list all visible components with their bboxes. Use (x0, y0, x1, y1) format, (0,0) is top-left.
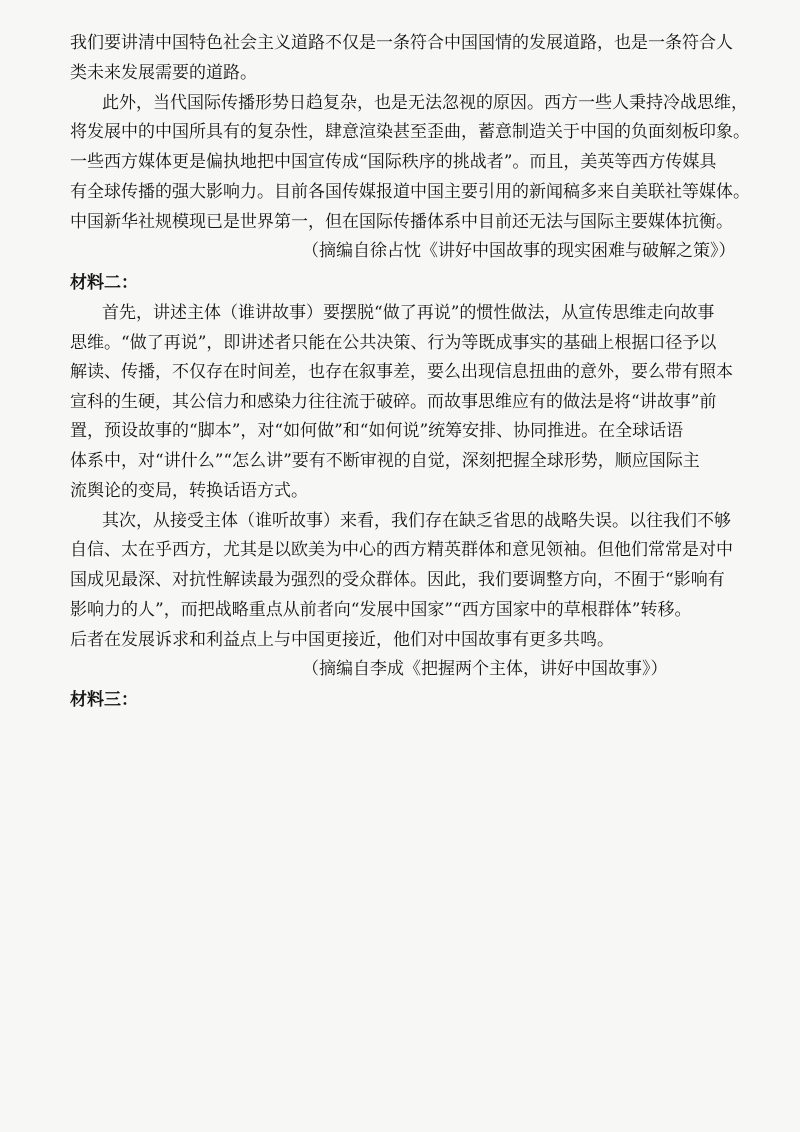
source-citation: （摘编自李成《把握两个主体，讲好中国故事》） (302, 659, 668, 679)
text-line: 置，预设故事的“脚本”，对“如何做”和“如何说”统筹安排、协同推进。在全球话语 (70, 421, 684, 441)
text-line: 将发展中的中国所具有的复杂性，肆意渲染甚至歪曲，蓄意制造关于中国的负面刻板印象。 (70, 122, 750, 142)
text-line: 有全球传播的强大影响力。目前各国传媒报道中国主要引用的新闻稿多来自美联社等媒体。 (70, 182, 750, 202)
text-line: 首先，讲述主体（谁讲故事）要摆脱“做了再说”的惯性做法，从宣传思维走向故事 (102, 303, 715, 323)
text-line: 自信、太在乎西方，尤其是以欧美为中心的西方精英群体和意见领袖。但他们常常是对中 (70, 540, 733, 560)
text-line: 此外，当代国际传播形势日趋复杂，也是无法忽视的原因。西方一些人秉持冷战思维， (102, 93, 748, 113)
text-line: 解读、传播，不仅存在时间差，也存在叙事差，要么出现信息扭曲的意外，要么带有照本 (70, 362, 733, 382)
text-line: 流舆论的变局，转换话语方式。 (70, 481, 308, 501)
text-line: 类未来发展需要的道路。 (70, 63, 257, 83)
text-line: 后者在发展诉求和利益点上与中国更接近，他们对中国故事有更多共鸣。 (70, 630, 614, 650)
text-line: 国成见最深、对抗性解读最为强烈的受众群体。因此，我们要调整方向，不囿于“影响有 (70, 570, 725, 590)
section-header: 材料二： (70, 273, 138, 293)
text-line: 宣科的生硬，其公信力和感染力往往流于破碎。而故事思维应有的做法是将“讲故事”前 (70, 392, 717, 412)
text-line: 我们要讲清中国特色社会主义道路不仅是一条符合中国国情的发展道路，也是一条符合人 (70, 33, 733, 53)
text-line: 思维。“做了再说”，即讲述者只能在公共决策、行为等既成事实的基础上根据口径予以 (70, 333, 717, 353)
source-citation: （摘编自徐占忱《讲好中国故事的现实困难与破解之策》） (302, 241, 736, 261)
text-line: 影响力的人”，而把战略重点从前者向“发展中国家”“西方国家中的草根群体”转移。 (70, 600, 692, 620)
text-line: 一些西方媒体更是偏执地把中国宣传成“国际秩序的挑战者”。而且，美英等西方传媒具 (70, 152, 717, 172)
text-line: 其次，从接受主体（谁听故事）来看，我们存在缺乏省思的战略失误。以往我们不够 (102, 511, 731, 531)
text-line: 中国新华社规模现已是世界第一，但在国际传播体系中目前还无法与国际主要媒体抗衡。 (70, 212, 733, 232)
section-header: 材料三： (70, 690, 138, 710)
text-line: 体系中，对“讲什么”“怎么讲”要有不断审视的自觉，深刻把握全球形势，顺应国际主 (70, 451, 700, 471)
